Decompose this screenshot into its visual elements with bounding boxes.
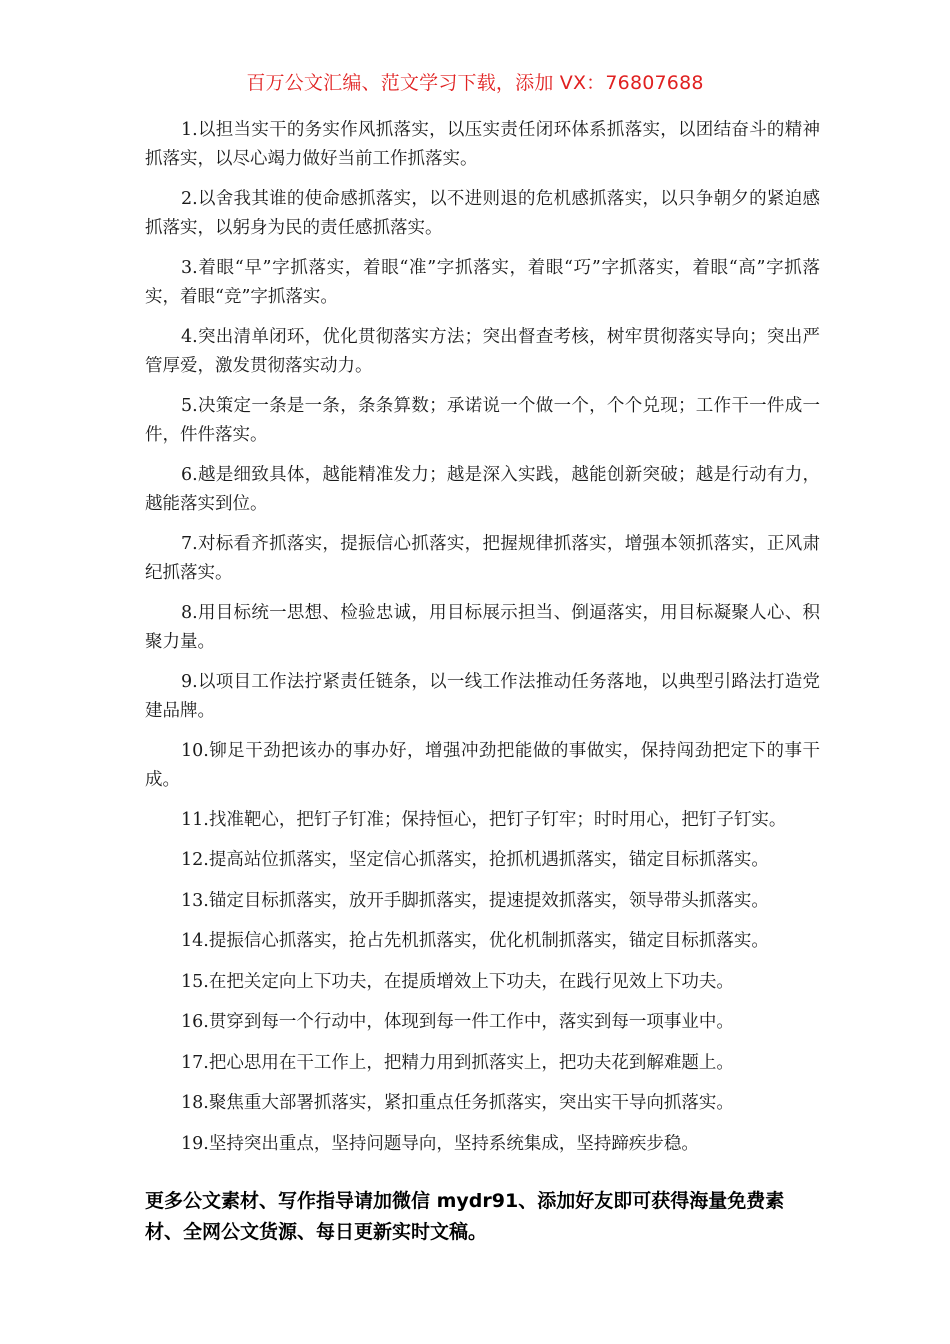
list-item: 7.对标看齐抓落实，提振信心抓落实，把握规律抓落实，增强本领抓落实，正风肃纪抓落实。 [145,534,820,583]
list-item: 19.坚持突出重点，坚持问题导向，坚持系统集成，坚持蹄疾步稳。 [181,1133,699,1154]
list-item: 2.以舍我其谁的使命感抓落实，以不进则退的危机感抓落实，以只争朝夕的紧迫感抓落实，以躬身为民的责任感抓落实。 [145,189,820,238]
list-item: 5.决策定一条是一条，条条算数；承诺说一个做一个，个个兑现；工作干一件成一件，件件落实。 [145,396,820,445]
list-item: 15.在把关定向上下功夫，在提质增效上下功夫，在践行见效上下功夫。 [181,971,734,992]
list-item: 4.突出清单闭环，优化贯彻落实方法；突出督查考核，树牢贯彻落实导向；突出严管厚爱，激发贯彻落实动力。 [145,327,820,376]
list-item: 13.锚定目标抓落实，放开手脚抓落实，提速提效抓落实，领导带头抓落实。 [181,890,769,911]
list-item: 16.贯穿到每一个行动中，体现到每一件工作中，落实到每一项事业中。 [181,1012,734,1032]
footer-promo: 更多公文素材、写作指导请加微信 mydr91、添加好友即可获得海量免费素材、全网公文货源、每日更新实时文稿。 [145,1190,785,1243]
list-item: 12.提高站位抓落实，坚定信心抓落实，抢抓机遇抓落实，锚定目标抓落实。 [181,850,769,870]
header-banner: 百万公文汇编、范文学习下载，添加 VX：76807688 [246,72,704,94]
list-item: 9.以项目工作法拧紧责任链条，以一线工作法推动任务落地，以典型引路法打造党建品牌。 [145,672,820,721]
list-item: 14.提振信心抓落实，抢占先机抓落实，优化机制抓落实，锚定目标抓落实。 [181,931,769,951]
document-body [145,116,820,1170]
list-item: 11.找准靶心，把钉子钉准；保持恒心，把钉子钉牢；时时用心，把钉子钉实。 [181,810,787,830]
list-item: 17.把心思用在干工作上，把精力用到抓落实上，把功夫花到解难题上。 [181,1052,734,1073]
list-item: 8.用目标统一思想、检验忠诚，用目标展示担当、倒逼落实，用目标凝聚人心、积聚力量。 [145,603,820,652]
list-item: 1.以担当实干的务实作风抓落实，以压实责任闭环体系抓落实，以团结奋斗的精神抓落实，以尽心竭力做好当前工作抓落实。 [145,120,820,169]
list-item: 10.铆足干劲把该办的事办好，增强冲劲把能做的事做实，保持闯劲把定下的事干成。 [145,741,820,790]
list-item: 18.聚焦重大部署抓落实，紧扣重点任务抓落实，突出实干导向抓落实。 [181,1093,734,1113]
list-item: 3.着眼“早”字抓落实，着眼“准”字抓落实，着眼“巧”字抓落实，着眼“高”字抓落实，着眼“竞”字抓落实。 [145,258,820,307]
list-item: 6.越是细致具体，越能精准发力；越是深入实践，越能创新突破；越是行动有力，越能落实到位。 [145,465,820,514]
